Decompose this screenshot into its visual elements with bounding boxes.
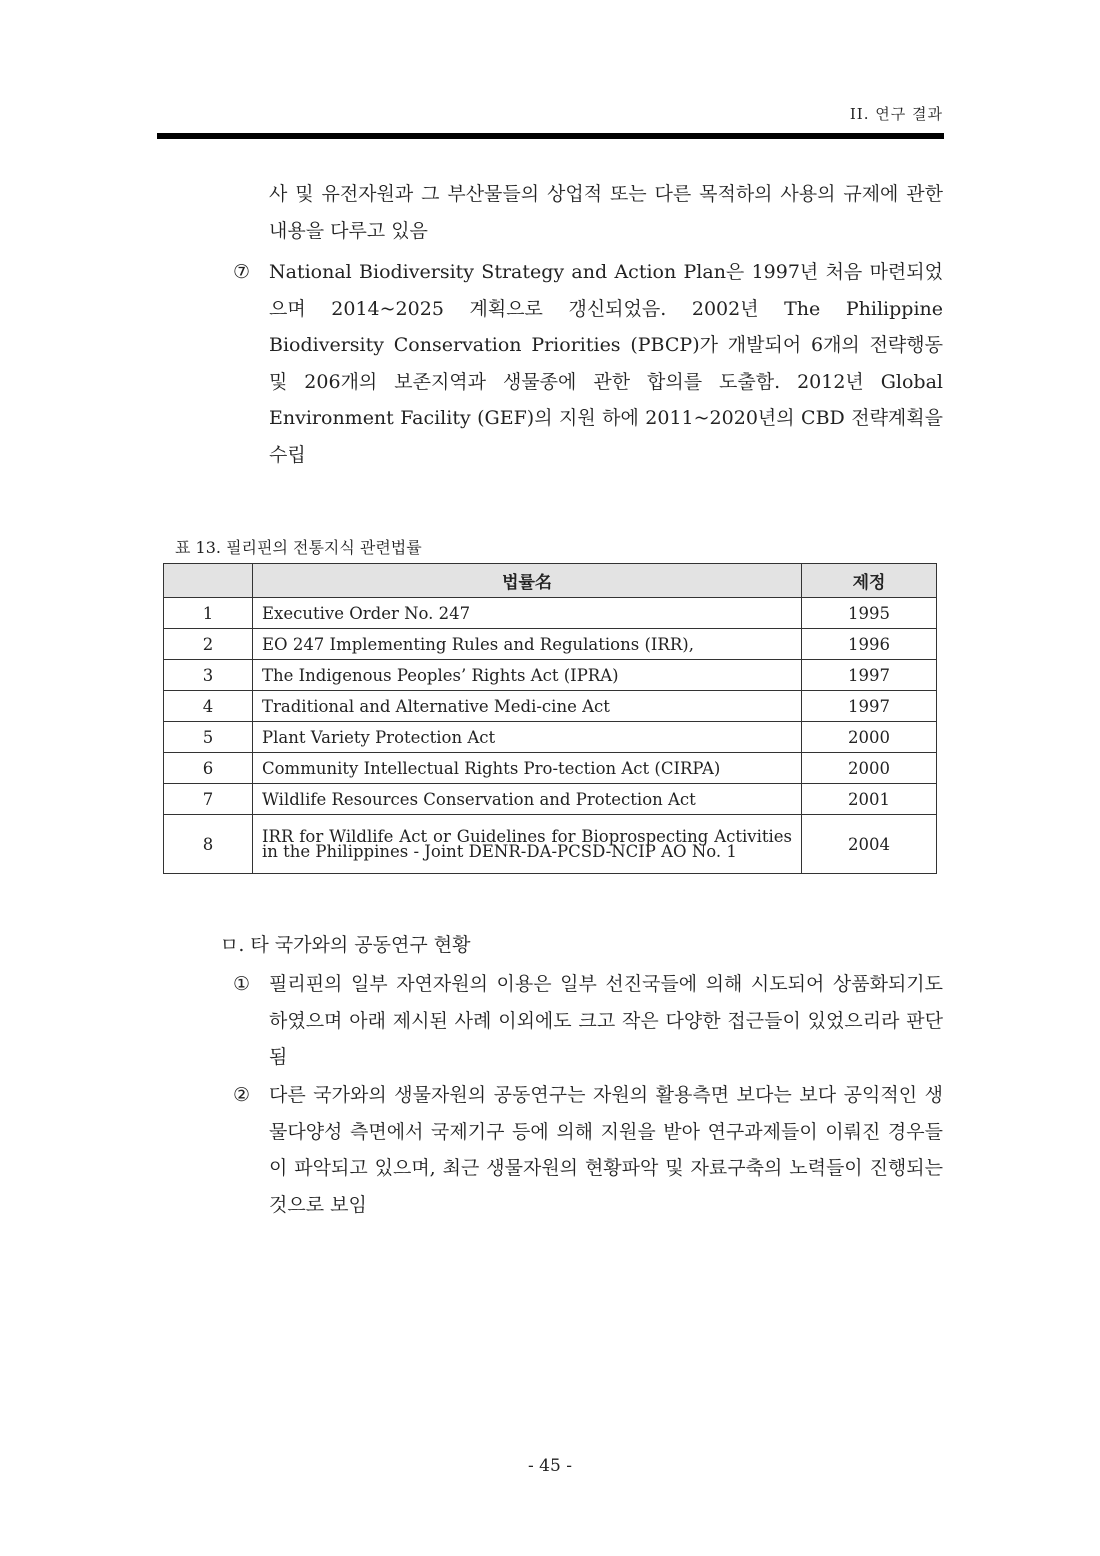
table-header-row <box>164 564 937 598</box>
table-caption: 표 13. 필리핀의 전통지식 관련법률 <box>175 538 422 557</box>
row-index: 2 <box>164 629 253 660</box>
item-7-text: National Biodiversity Strategy and Action Plan은 1997년 처음 마련되었으며 2014~2025 계획으로 갱신되었음. 2002년 The Philippine Biodiversity Conservation Priorities (PBCP)가 개발되어 6개의 전략행동 및 206개의 보존지역과 생물종에 관한 합의를 도출함. 2012년 Global Environment Facility (GEF)의 지원 하에 2011~2020년의 CBD 전략계획을 수립 <box>269 261 943 466</box>
table-row <box>164 722 937 753</box>
row-law-name: IRR for Wildlife Act or Guidelines for Bioprospecting Activities in the Philippines - Joint DENR-DA-PCSD-NCIP AO No. 1 <box>253 815 802 874</box>
row-year: 2004 <box>802 815 937 874</box>
row-index: 1 <box>164 598 253 629</box>
laws-table <box>163 563 937 874</box>
list-item-text: 다른 국가와의 생물자원의 공동연구는 자원의 활용측면 보다는 보다 공익적인 생물다양성 측면에서 국제기구 등에 의해 지원을 받아 연구과제들이 이뤄진 경우들이 파악되고 있으며, 최근 생물자원의 현황파악 및 자료구축의 노력들이 진행되는 것으로 보임 <box>269 1084 943 1216</box>
row-year: 1997 <box>802 691 937 722</box>
list-item-text: 필리핀의 일부 자연자원의 이용은 일부 선진국들에 의해 시도되어 상품화되기도 하였으며 아래 제시된 사례 이외에도 크고 작은 다양한 접근들이 있었으리라 판단됨 <box>269 973 943 1068</box>
row-law-name: Community Intellectual Rights Pro-tection Act (CIRPA) <box>253 753 802 784</box>
row-law-name: Traditional and Alternative Medi-cine Act <box>253 691 802 722</box>
table-row <box>164 815 937 874</box>
header-year: 제정 <box>802 564 937 598</box>
row-law-name: Wildlife Resources Conservation and Protection Act <box>253 784 802 815</box>
row-year: 2001 <box>802 784 937 815</box>
row-index: 3 <box>164 660 253 691</box>
table-row <box>164 660 937 691</box>
continuation-paragraph: 사 및 유전자원과 그 부산물들의 상업적 또는 다른 목적하의 사용의 규제에 관한 내용을 다루고 있음 <box>269 183 943 242</box>
row-year: 2000 <box>802 753 937 784</box>
row-year: 1996 <box>802 629 937 660</box>
list-item <box>233 1077 943 1223</box>
row-law-name: The Indigenous Peoples’ Rights Act (IPRA) <box>253 660 802 691</box>
table-row <box>164 753 937 784</box>
row-index: 6 <box>164 753 253 784</box>
list-item <box>233 966 943 1076</box>
row-year: 2000 <box>802 722 937 753</box>
header-rule <box>157 133 944 139</box>
table-row <box>164 629 937 660</box>
row-year: 1997 <box>802 660 937 691</box>
page-number: - 45 - <box>528 1456 572 1476</box>
list-item-number: ① <box>233 973 251 995</box>
row-law-name: EO 247 Implementing Rules and Regulations (IRR), <box>253 629 802 660</box>
row-law-name: Plant Variety Protection Act <box>253 722 802 753</box>
header-law-name: 법률名 <box>253 564 802 598</box>
section-title: ㅁ. 타 국가와의 공동연구 현황 <box>220 934 471 956</box>
row-index: 4 <box>164 691 253 722</box>
row-law-name: Executive Order No. 247 <box>253 598 802 629</box>
table-row <box>164 691 937 722</box>
row-index: 7 <box>164 784 253 815</box>
table-row <box>164 784 937 815</box>
item-7-number: ⑦ <box>233 261 251 283</box>
table-row <box>164 598 937 629</box>
item-7 <box>233 254 943 473</box>
row-index: 8 <box>164 815 253 874</box>
list-item-number: ② <box>233 1084 251 1106</box>
running-header: II. 연구 결과 <box>849 105 943 123</box>
row-index: 5 <box>164 722 253 753</box>
header-index <box>164 564 253 598</box>
row-year: 1995 <box>802 598 937 629</box>
